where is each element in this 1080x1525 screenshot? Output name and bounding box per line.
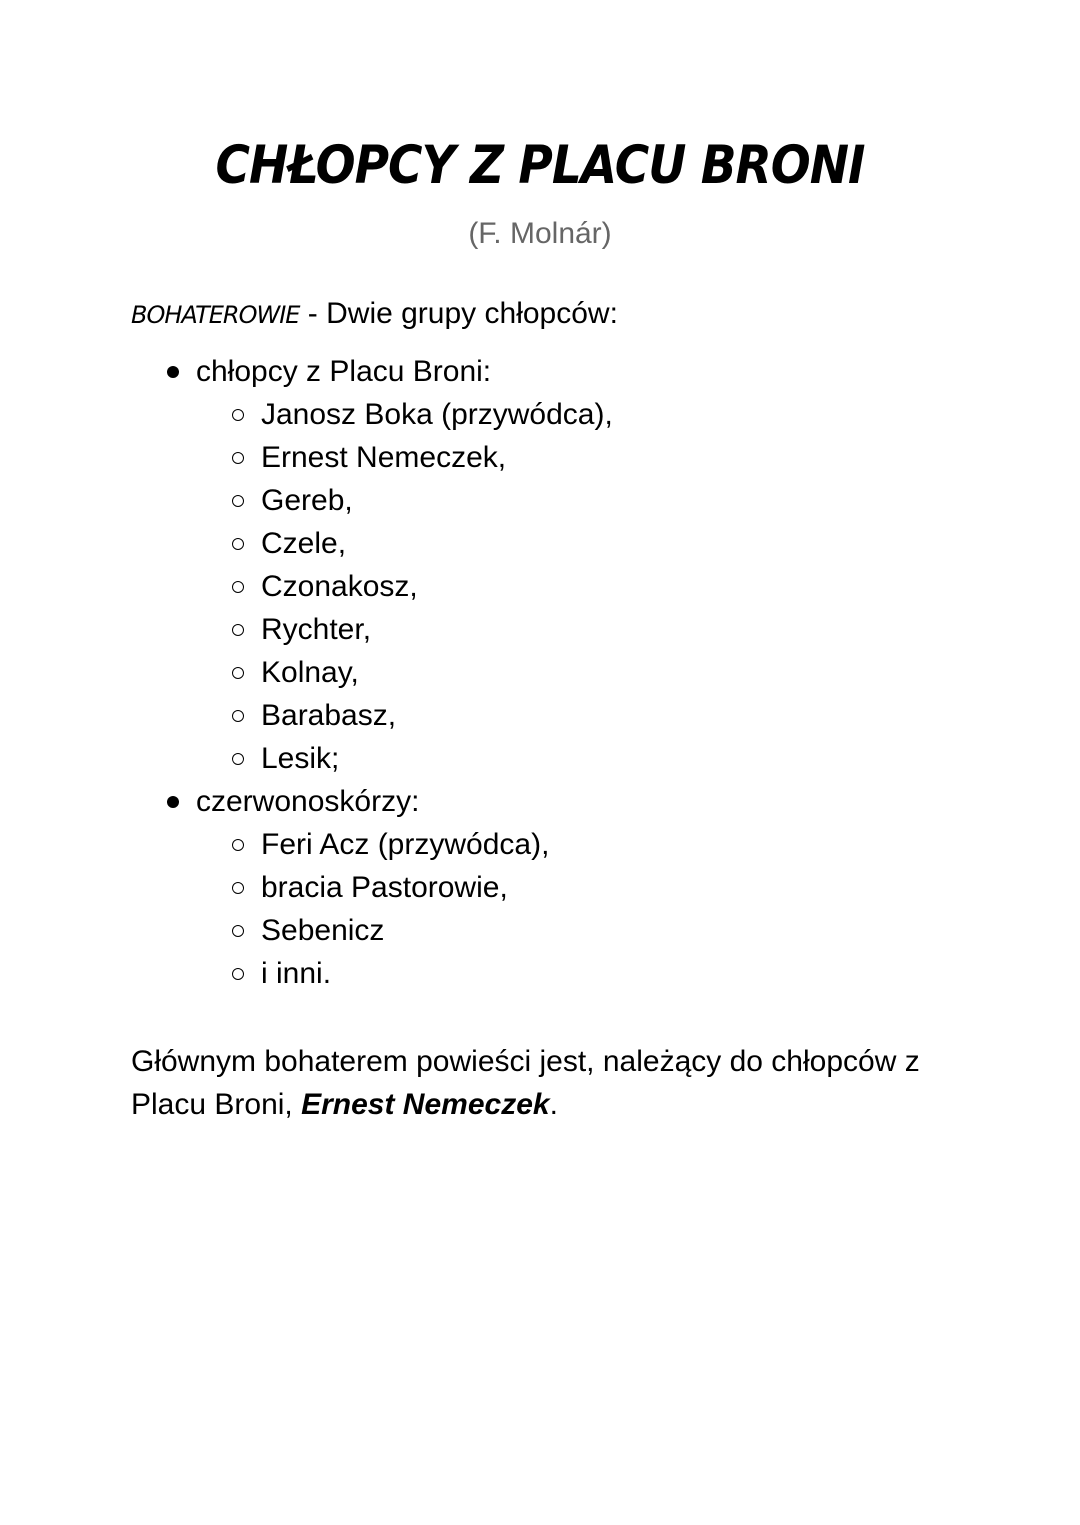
filled-bullet-icon [167,796,179,808]
hollow-bullet-icon [232,710,244,722]
hollow-bullet-icon [232,495,244,507]
hollow-bullet-icon [232,581,244,593]
members-list [196,393,613,780]
summary-text: Głównym bohaterem powieści jest, należący do chłopców z Placu Broni, [131,1045,920,1121]
group-item [0,350,613,780]
hollow-bullet-icon [232,667,244,679]
hollow-bullet-icon [232,882,244,894]
member-name: bracia Pastorowie, [261,871,508,904]
member-item [196,909,613,952]
group-name: czerwonoskórzy: [196,785,420,818]
member-item [196,436,613,479]
member-item [196,608,613,651]
member-name: Ernest Nemeczek, [261,441,507,474]
heroes-separator: - [299,297,327,330]
groups-list [0,350,613,995]
heroes-heading [131,294,618,335]
member-name: Gereb, [261,484,353,517]
hollow-bullet-icon [232,753,244,765]
document-title: CHŁOPCY Z PLACU BRONI [215,134,865,197]
summary-end: . [549,1088,558,1121]
member-item [196,952,613,995]
heroes-intro-text: Dwie grupy chłopców: [326,297,618,330]
member-item [196,694,613,737]
member-name: Feri Acz (przywódca), [261,828,550,861]
hollow-bullet-icon [232,409,244,421]
member-item [196,651,613,694]
member-item [196,479,613,522]
member-name: Sebenicz [261,914,385,947]
hollow-bullet-icon [232,925,244,937]
member-name: Kolnay, [261,656,359,689]
member-name: Czele, [261,527,347,560]
summary-paragraph [131,1040,951,1126]
filled-bullet-icon [167,366,179,378]
hollow-bullet-icon [232,968,244,980]
member-item [196,565,613,608]
members-list [196,823,613,995]
member-name: Lesik; [261,742,340,775]
member-item [196,823,613,866]
heroes-label: BOHATEROWIE [131,301,300,329]
hollow-bullet-icon [232,624,244,636]
member-item [196,522,613,565]
hollow-bullet-icon [232,452,244,464]
member-item [196,866,613,909]
main-hero-name: Ernest Nemeczek [301,1088,550,1121]
author: (F. Molnár) [468,217,612,250]
member-item [196,393,613,436]
member-name: Janosz Boka (przywódca), [261,398,613,431]
member-name: Barabasz, [261,699,397,732]
group-name: chłopcy z Placu Broni: [196,355,492,388]
member-name: i inni. [261,957,332,990]
member-name: Rychter, [261,613,372,646]
hollow-bullet-icon [232,839,244,851]
group-item [0,780,613,995]
member-name: Czonakosz, [261,570,418,603]
member-item [196,737,613,780]
hollow-bullet-icon [232,538,244,550]
